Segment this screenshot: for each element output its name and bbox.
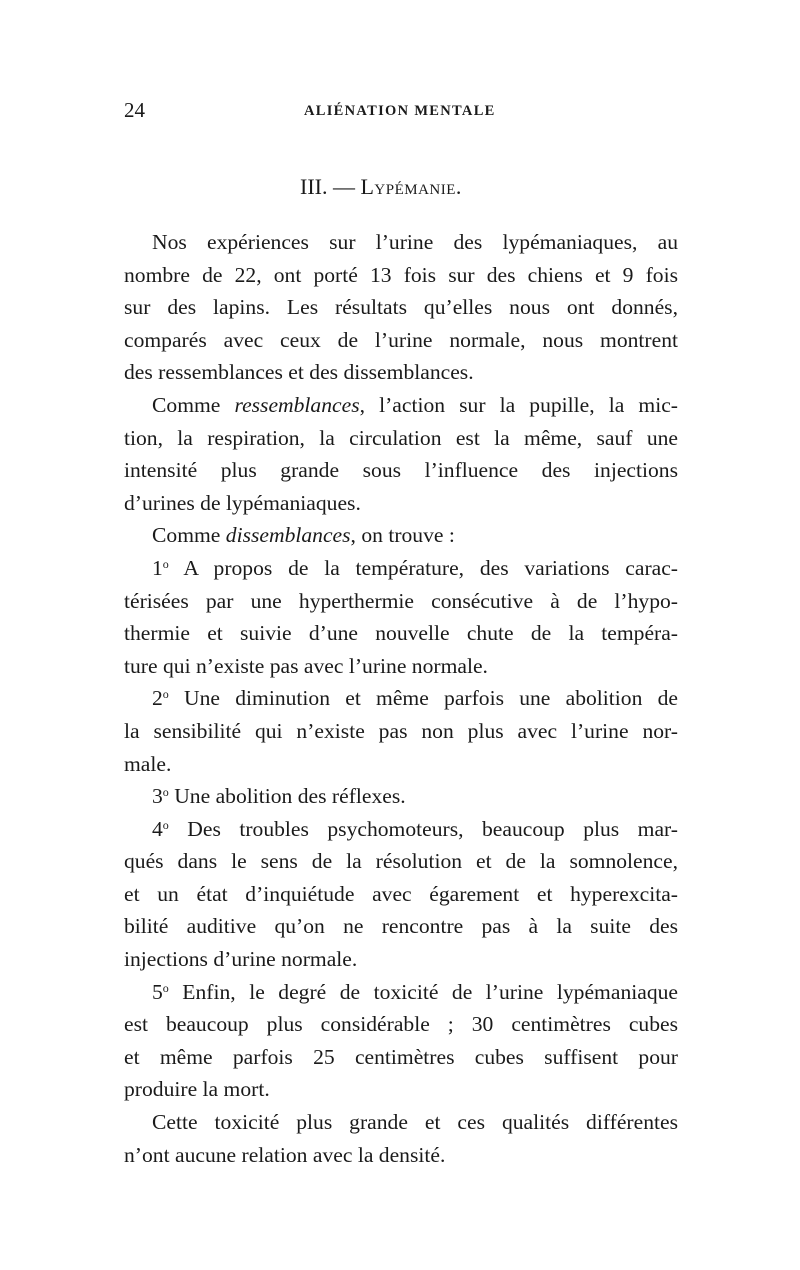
ordinal-mark: o	[162, 980, 169, 995]
text-line: et un état d’inquiétude avec égarement et hyperexcita-	[124, 881, 678, 906]
text-line: Cette toxicité plus grande et ces qualités différentes	[152, 1110, 678, 1135]
text-run: Enfin, le degré de toxicité de l’urine lypémaniaque	[168, 979, 678, 1004]
list-number: 3	[152, 784, 163, 809]
text-run: A propos de la température, des variations carac-	[168, 555, 678, 580]
text-run: Comme	[152, 392, 235, 417]
text-line	[124, 976, 678, 1009]
text-line	[124, 813, 678, 846]
running-title: ALIÉNATION MENTALE	[304, 103, 496, 119]
text-line: térisées par une hyperthermie consécutive à de l’hypo-	[124, 588, 678, 613]
text-line: Nos expériences sur l’urine des lypémaniaques, au	[152, 230, 678, 254]
text-line: thermie et suivie d’une nouvelle chute de la tempéra-	[124, 621, 678, 646]
text-run: , l’action sur la pupille, la mic-	[359, 392, 678, 417]
text-line: d’urines de lypémaniaques.	[124, 490, 361, 515]
text-line: nombre de 22, ont porté 13 fois sur des chiens et 9 fois	[124, 262, 678, 287]
text-line: est beaucoup plus considérable ; 30 centimètres cubes	[124, 1012, 678, 1037]
text-line	[124, 552, 678, 585]
list-number: 1	[152, 555, 163, 580]
text-line: comparés avec ceux de l’urine normale, nous montrent	[124, 327, 678, 352]
text-line	[124, 682, 678, 715]
text-line: des ressemblances et des dissemblances.	[124, 360, 474, 385]
text-run: , on trouve :	[350, 523, 455, 548]
text-line: n’ont aucune relation avec la densité.	[124, 1142, 446, 1167]
list-number: 4	[152, 816, 163, 841]
text-line: produire la mort.	[124, 1077, 270, 1102]
text-line: bilité auditive qu’on ne rencontre pas à la suite des	[124, 914, 678, 939]
ordinal-mark: o	[162, 817, 169, 832]
ordinal-mark: o	[162, 556, 169, 571]
text-line	[124, 780, 678, 813]
text-line: qués dans le sens de la résolution et de la somnolence,	[124, 849, 678, 874]
text-line	[124, 389, 678, 422]
text-line: tion, la respiration, la circulation est la même, sauf une	[124, 425, 678, 450]
text-line: la sensibilité qui n’existe pas non plus avec l’urine nor-	[124, 718, 678, 743]
italic-term: dissemblances	[225, 523, 351, 548]
ordinal-mark: o	[162, 687, 169, 702]
page-number: 24	[124, 98, 145, 122]
text-run: Des troubles psychomoteurs, beaucoup plus mar-	[168, 816, 678, 841]
text-run: Une diminution et même parfois une abolition de	[168, 686, 678, 711]
text-run: Comme	[152, 523, 226, 548]
text-line: ture qui n’existe pas avec l’urine normale.	[124, 653, 488, 678]
section-number: III. —	[300, 174, 355, 199]
text-run: Une abolition des réflexes.	[168, 784, 406, 809]
running-head	[124, 98, 534, 128]
section-title: Lypémanie.	[360, 174, 462, 199]
list-number: 5	[152, 979, 163, 1004]
list-number: 2	[152, 686, 163, 711]
text-line: et même parfois 25 centimètres cubes suffisent pour	[124, 1044, 678, 1069]
text-line: injections d’urine normale.	[124, 947, 358, 972]
text-line	[124, 519, 678, 552]
text-line: intensité plus grande sous l’influence des injections	[124, 458, 678, 483]
section-heading	[300, 174, 462, 200]
italic-term: ressemblances	[234, 392, 360, 417]
ordinal-mark: o	[162, 785, 169, 800]
text-line: sur des lapins. Les résultats qu’elles nous ont donnés,	[124, 295, 678, 320]
body-text	[124, 226, 678, 1171]
text-line: male.	[124, 751, 172, 776]
